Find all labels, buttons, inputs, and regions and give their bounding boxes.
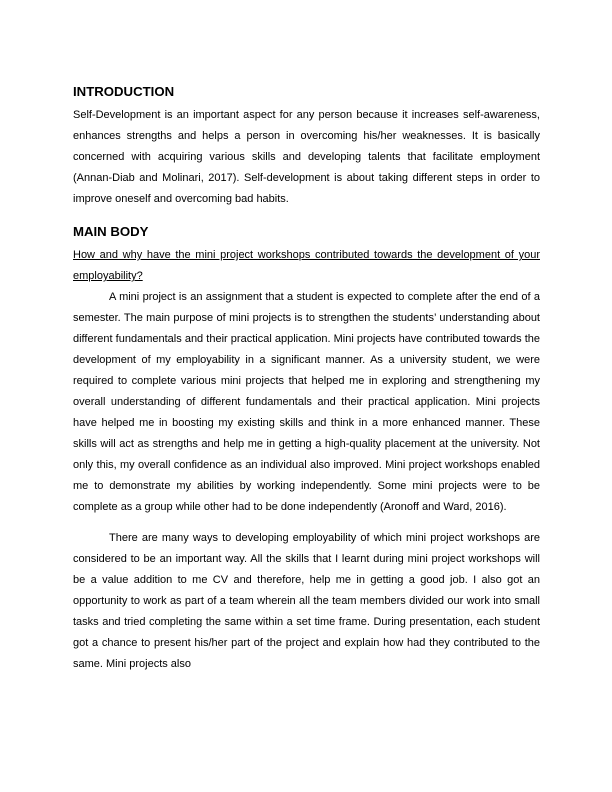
section-question: How and why have the mini project workshops contributed towards the development of your employability? <box>73 249 540 282</box>
main-body-heading: MAIN BODY <box>73 224 149 239</box>
body-paragraph-2: There are many ways to developing employability of which mini project workshops are considered to be an important way. All the skills that I learnt during mini project workshops will be a value addition to me CV and therefore, help me in getting a good job. I also got an opportunity to work as part of a team wherein all the team members divided our work into small tasks and tried completing the same within a set time frame. During presentation, each student got a chance to present his/her part of the project and explain how had they contributed to the same. Mini projects also <box>73 532 540 670</box>
introduction-paragraph: Self-Development is an important aspect for any person because it increases self-awareness, enhances strengths and helps a person in overcoming his/her weaknesses. It is basically concerned with acquiring various skills and developing talents that facilitate employment (Annan-Diab and Molinari, 2017). Self-development is about taking different steps in order to improve oneself and overcoming bad habits. <box>73 109 540 205</box>
body-paragraph-1: A mini project is an assignment that a student is expected to complete after the end of a semester. The main purpose of mini projects is to strengthen the students’ understanding about different fundamentals and their practical application. Mini projects have contributed towards the development of my employability in a significant manner. As a university student, we were required to complete various mini projects that helped me in exploring and strengthening my overall understanding of different fundamentals and their practical application. Mini projects have helped me in boosting my existing skills and think in a more enhanced manner. These skills will act as strengths and help me in getting a high-quality placement at the university. Not only this, my overall confidence as an individual also improved. Mini project workshops enabled me to demonstrate my abilities by working independently. Some mini projects were to be complete as a group while other had to be done independently (Aronoff and Ward, 2016). <box>73 291 540 513</box>
document-page <box>73 84 540 675</box>
introduction-heading: INTRODUCTION <box>73 84 175 99</box>
